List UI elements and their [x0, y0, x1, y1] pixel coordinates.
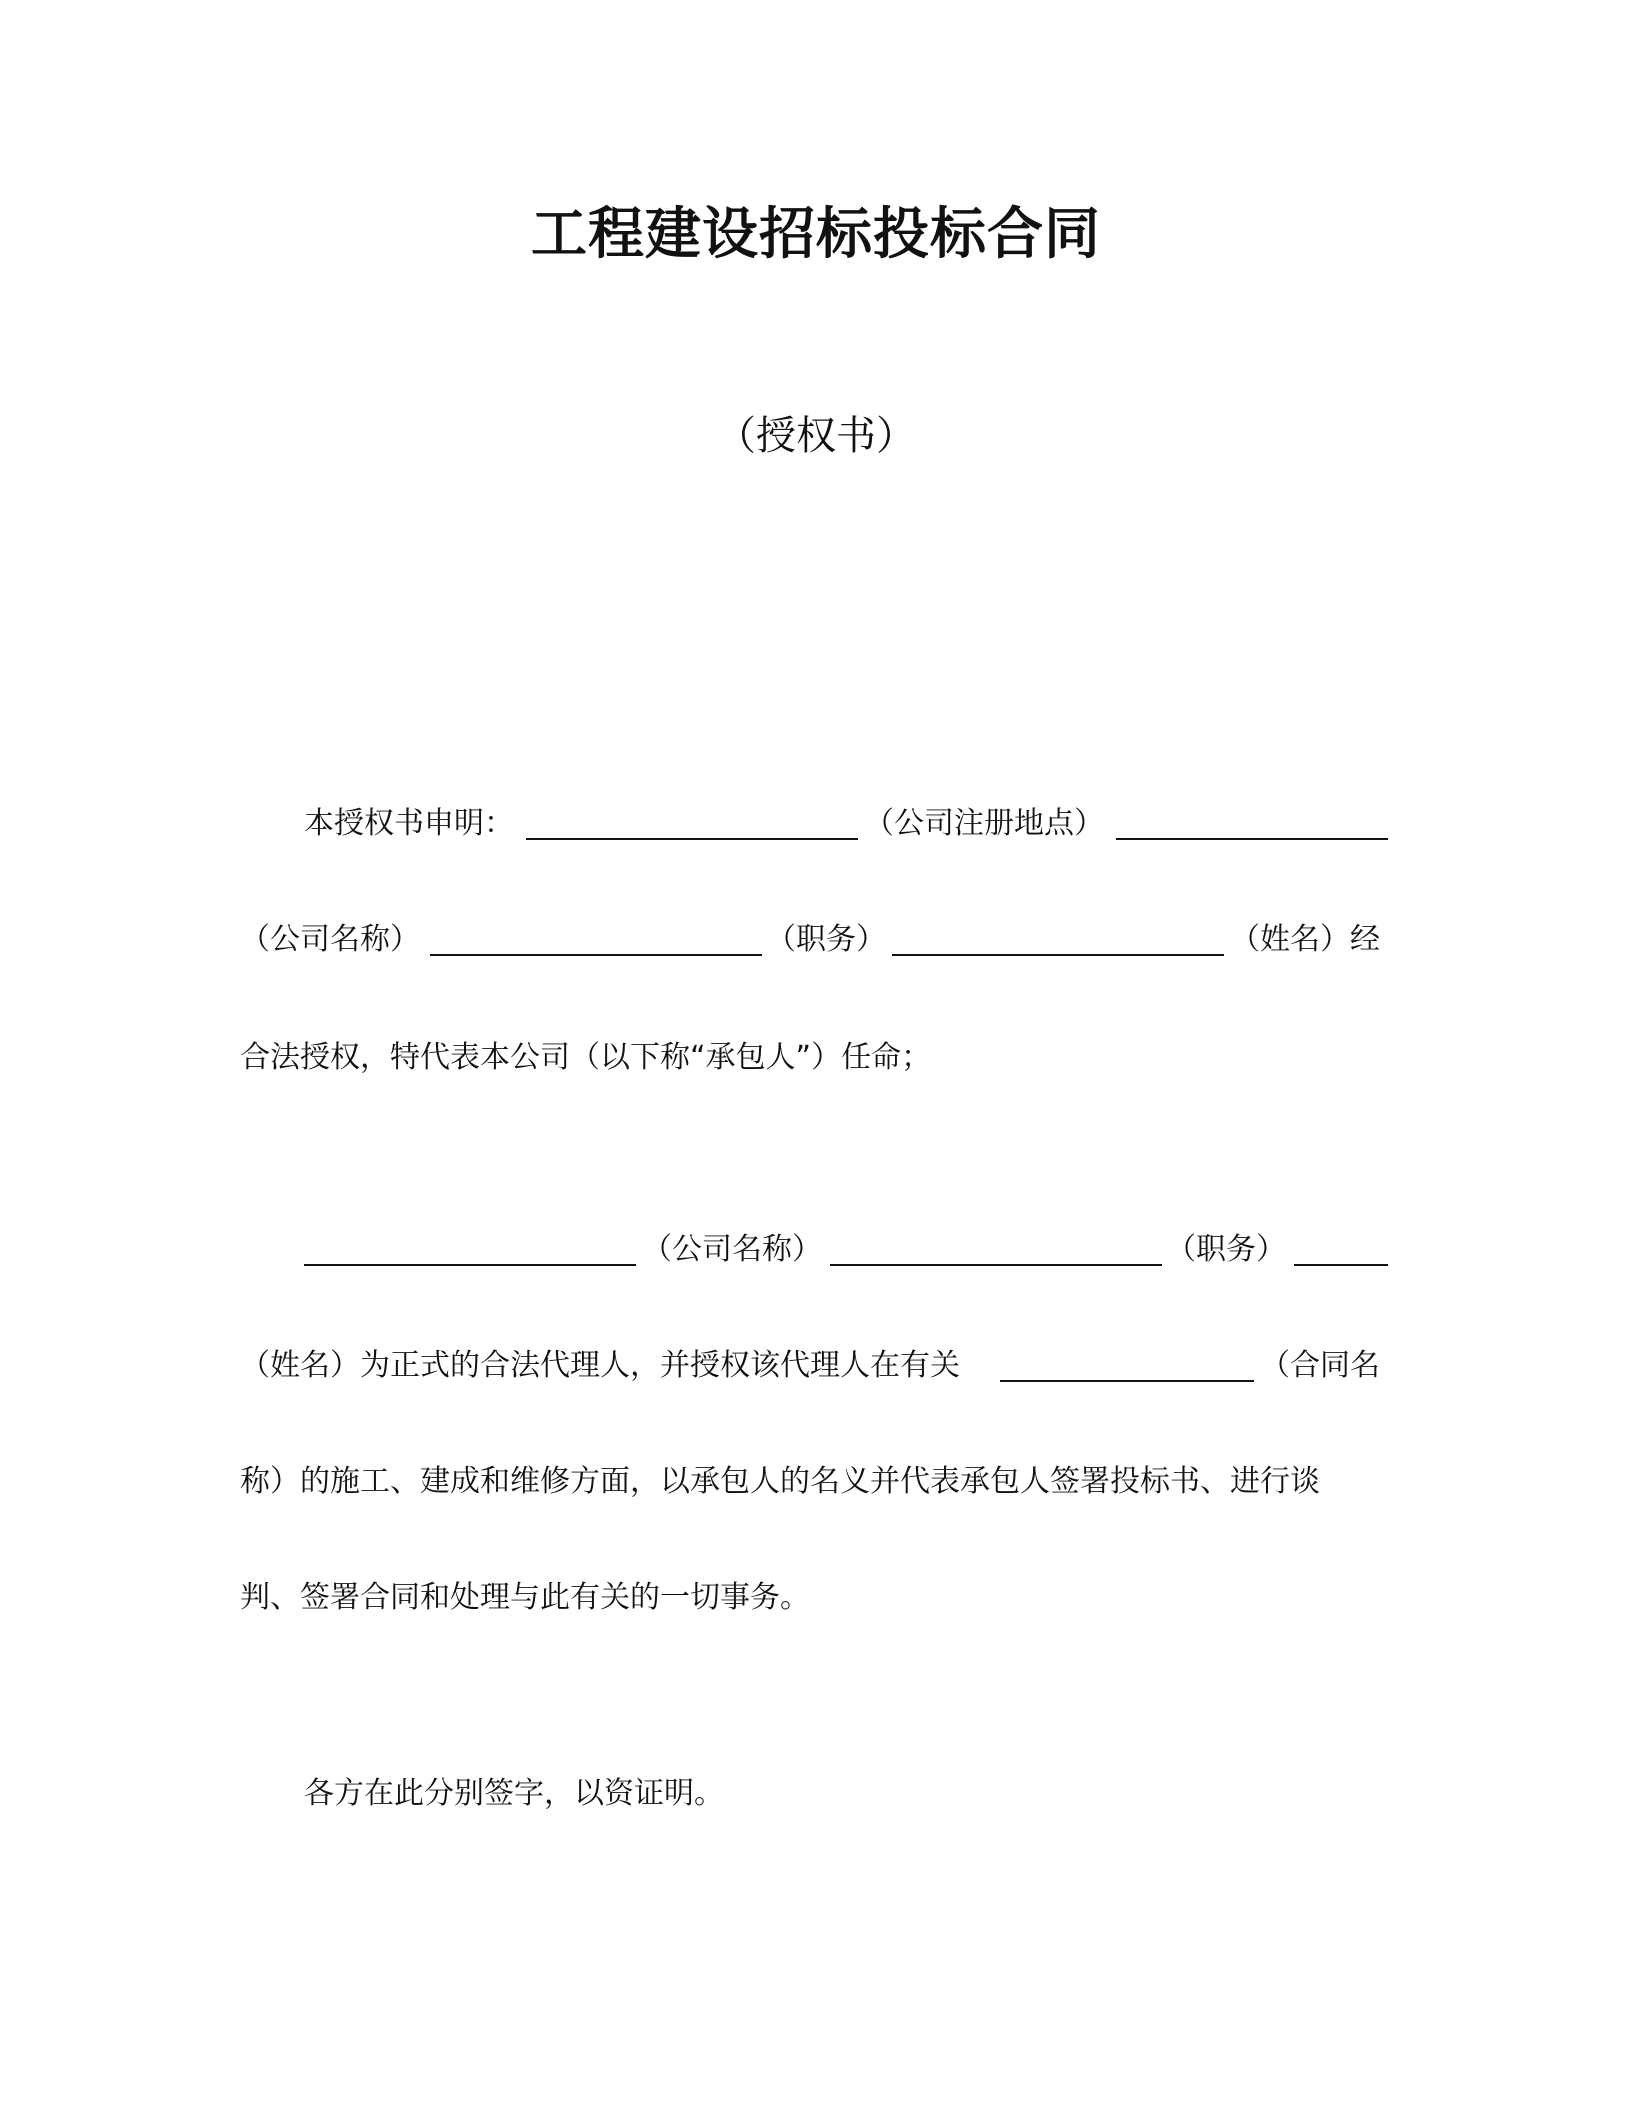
scope-text-end: 判、签署合同和处理与此有关的一切事务。: [240, 1580, 810, 1615]
signature-statement: 各方在此分别签字，以资证明。: [304, 1776, 724, 1811]
position-label-1: （职务）: [766, 922, 886, 957]
agent-appointment-text: （姓名）为正式的合法代理人，并授权该代理人在有关: [240, 1348, 960, 1383]
company-name-label-2: （公司名称）: [642, 1232, 822, 1267]
blank-position-2[interactable]: [830, 1264, 1162, 1266]
contract-name-label: （合同名: [1260, 1348, 1380, 1383]
company-name-label-1: （公司名称）: [240, 922, 420, 957]
declaration-label: 本授权书申明：: [304, 806, 514, 841]
paragraph-line-5: [240, 1344, 1388, 1388]
paragraph-line-8: [304, 1772, 1388, 1816]
name-label-1: （姓名）经: [1230, 922, 1380, 957]
paragraph-line-6: [240, 1460, 1388, 1504]
paragraph-line-1: [304, 802, 1388, 846]
authorization-text: 合法授权，特代表本公司（以下称“承包人”）任命；: [240, 1040, 932, 1075]
blank-position-1[interactable]: [430, 954, 762, 956]
document-subtitle: （授权书）: [716, 413, 916, 459]
paragraph-line-4: [304, 1228, 1388, 1272]
blank-company-name-1[interactable]: [1116, 838, 1388, 840]
blank-registered-place[interactable]: [526, 838, 858, 840]
blank-name-1[interactable]: [892, 954, 1224, 956]
paragraph-line-3: [240, 1036, 1388, 1080]
blank-name-2[interactable]: [1294, 1264, 1388, 1266]
scope-text: 称）的施工、建成和维修方面，以承包人的名义并代表承包人签署投标书、进行谈: [240, 1464, 1320, 1499]
paragraph-line-7: [240, 1576, 1388, 1620]
paragraph-line-2: [240, 918, 1388, 962]
document-title: 工程建设招标投标合同: [531, 202, 1101, 267]
blank-company-name-2[interactable]: [304, 1264, 636, 1266]
position-label-2: （职务）: [1166, 1232, 1286, 1267]
blank-contract-name[interactable]: [1000, 1380, 1254, 1382]
registered-place-label: （公司注册地点）: [864, 806, 1104, 841]
